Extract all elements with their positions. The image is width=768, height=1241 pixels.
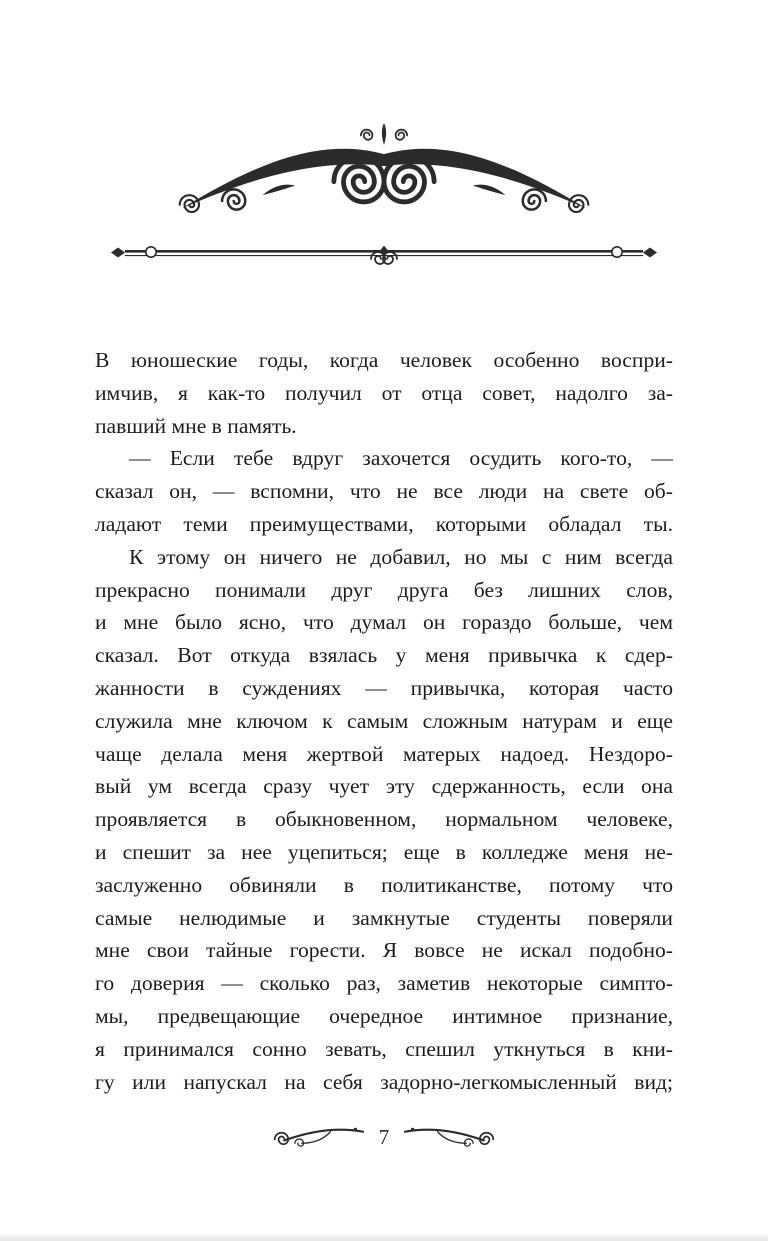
text-line: заслуженно обвиняли в политиканстве, потому что bbox=[95, 872, 673, 897]
text-line: ладают теми преимуществами, которыми обладал ты. bbox=[95, 511, 673, 536]
text-line: чаще делала меня жертвой матерых надоед. Нездоро- bbox=[95, 741, 673, 766]
paragraph bbox=[95, 442, 673, 540]
text-line: го доверия — сколько раз, заметив некоторые симпто- bbox=[95, 971, 673, 996]
text-line: самые нелюдимые и замкнутые студенты поверяли bbox=[95, 905, 673, 930]
text-line: мне свои тайные горести. Я вовсе не искал подобно- bbox=[95, 938, 673, 963]
text-line: имчив, я как-то получил от отца совет, надолго за- bbox=[95, 380, 673, 405]
text-line: жанности в суждениях — привычка, которая часто bbox=[95, 675, 673, 700]
text-line: — Если тебе вдруг захочется осудить кого-то, — bbox=[129, 446, 673, 471]
paragraph bbox=[95, 344, 673, 442]
divider-icon bbox=[109, 242, 659, 270]
text-line: сказал. Вот откуда взялась у меня привычка к сдер- bbox=[95, 643, 673, 668]
body-text bbox=[95, 344, 673, 1098]
page-bottom-edge bbox=[0, 1233, 768, 1241]
text-line: я принимался сонно зевать, спешил уткнуться в кни- bbox=[95, 1036, 673, 1061]
text-line: сказал он, — вспомни, что не все люди на свете об- bbox=[95, 479, 673, 504]
page-footer bbox=[0, 1120, 768, 1154]
text-line: служила мне ключом к самым сложным натурам и еще bbox=[95, 708, 673, 733]
header-flourish-ornament bbox=[169, 120, 599, 231]
footer-right-flourish-icon bbox=[403, 1125, 499, 1150]
flourish-icon bbox=[169, 120, 599, 226]
text-line: вый ум всегда сразу чует эту сдержанность, если она bbox=[95, 774, 673, 799]
text-line: и мне было ясно, что думал он гораздо больше, чем bbox=[95, 610, 673, 635]
text-line: В юношеские годы, когда человек особенно воспри- bbox=[95, 348, 673, 372]
footer-left-flourish-icon bbox=[269, 1125, 365, 1150]
text-line: и спешит за нее уцепиться; еще в колледже меня не- bbox=[95, 839, 673, 864]
double-rule-divider bbox=[109, 242, 659, 275]
text-line: гу или напускал на себя задорно-легкомысленный вид; bbox=[95, 1069, 673, 1094]
page-number: 7 bbox=[378, 1124, 390, 1149]
text-line: прекрасно понимали друг друга без лишних слов, bbox=[95, 577, 673, 602]
paragraph bbox=[95, 541, 673, 1099]
text-line: К этому он ничего не добавил, но мы с ним всегда bbox=[129, 544, 673, 569]
text-line: мы, предвещающие очередное интимное признание, bbox=[95, 1003, 673, 1028]
text-line: проявляется в обыкновенном, нормальном человеке, bbox=[95, 807, 673, 832]
text-line: павший мне в память. bbox=[95, 413, 297, 438]
